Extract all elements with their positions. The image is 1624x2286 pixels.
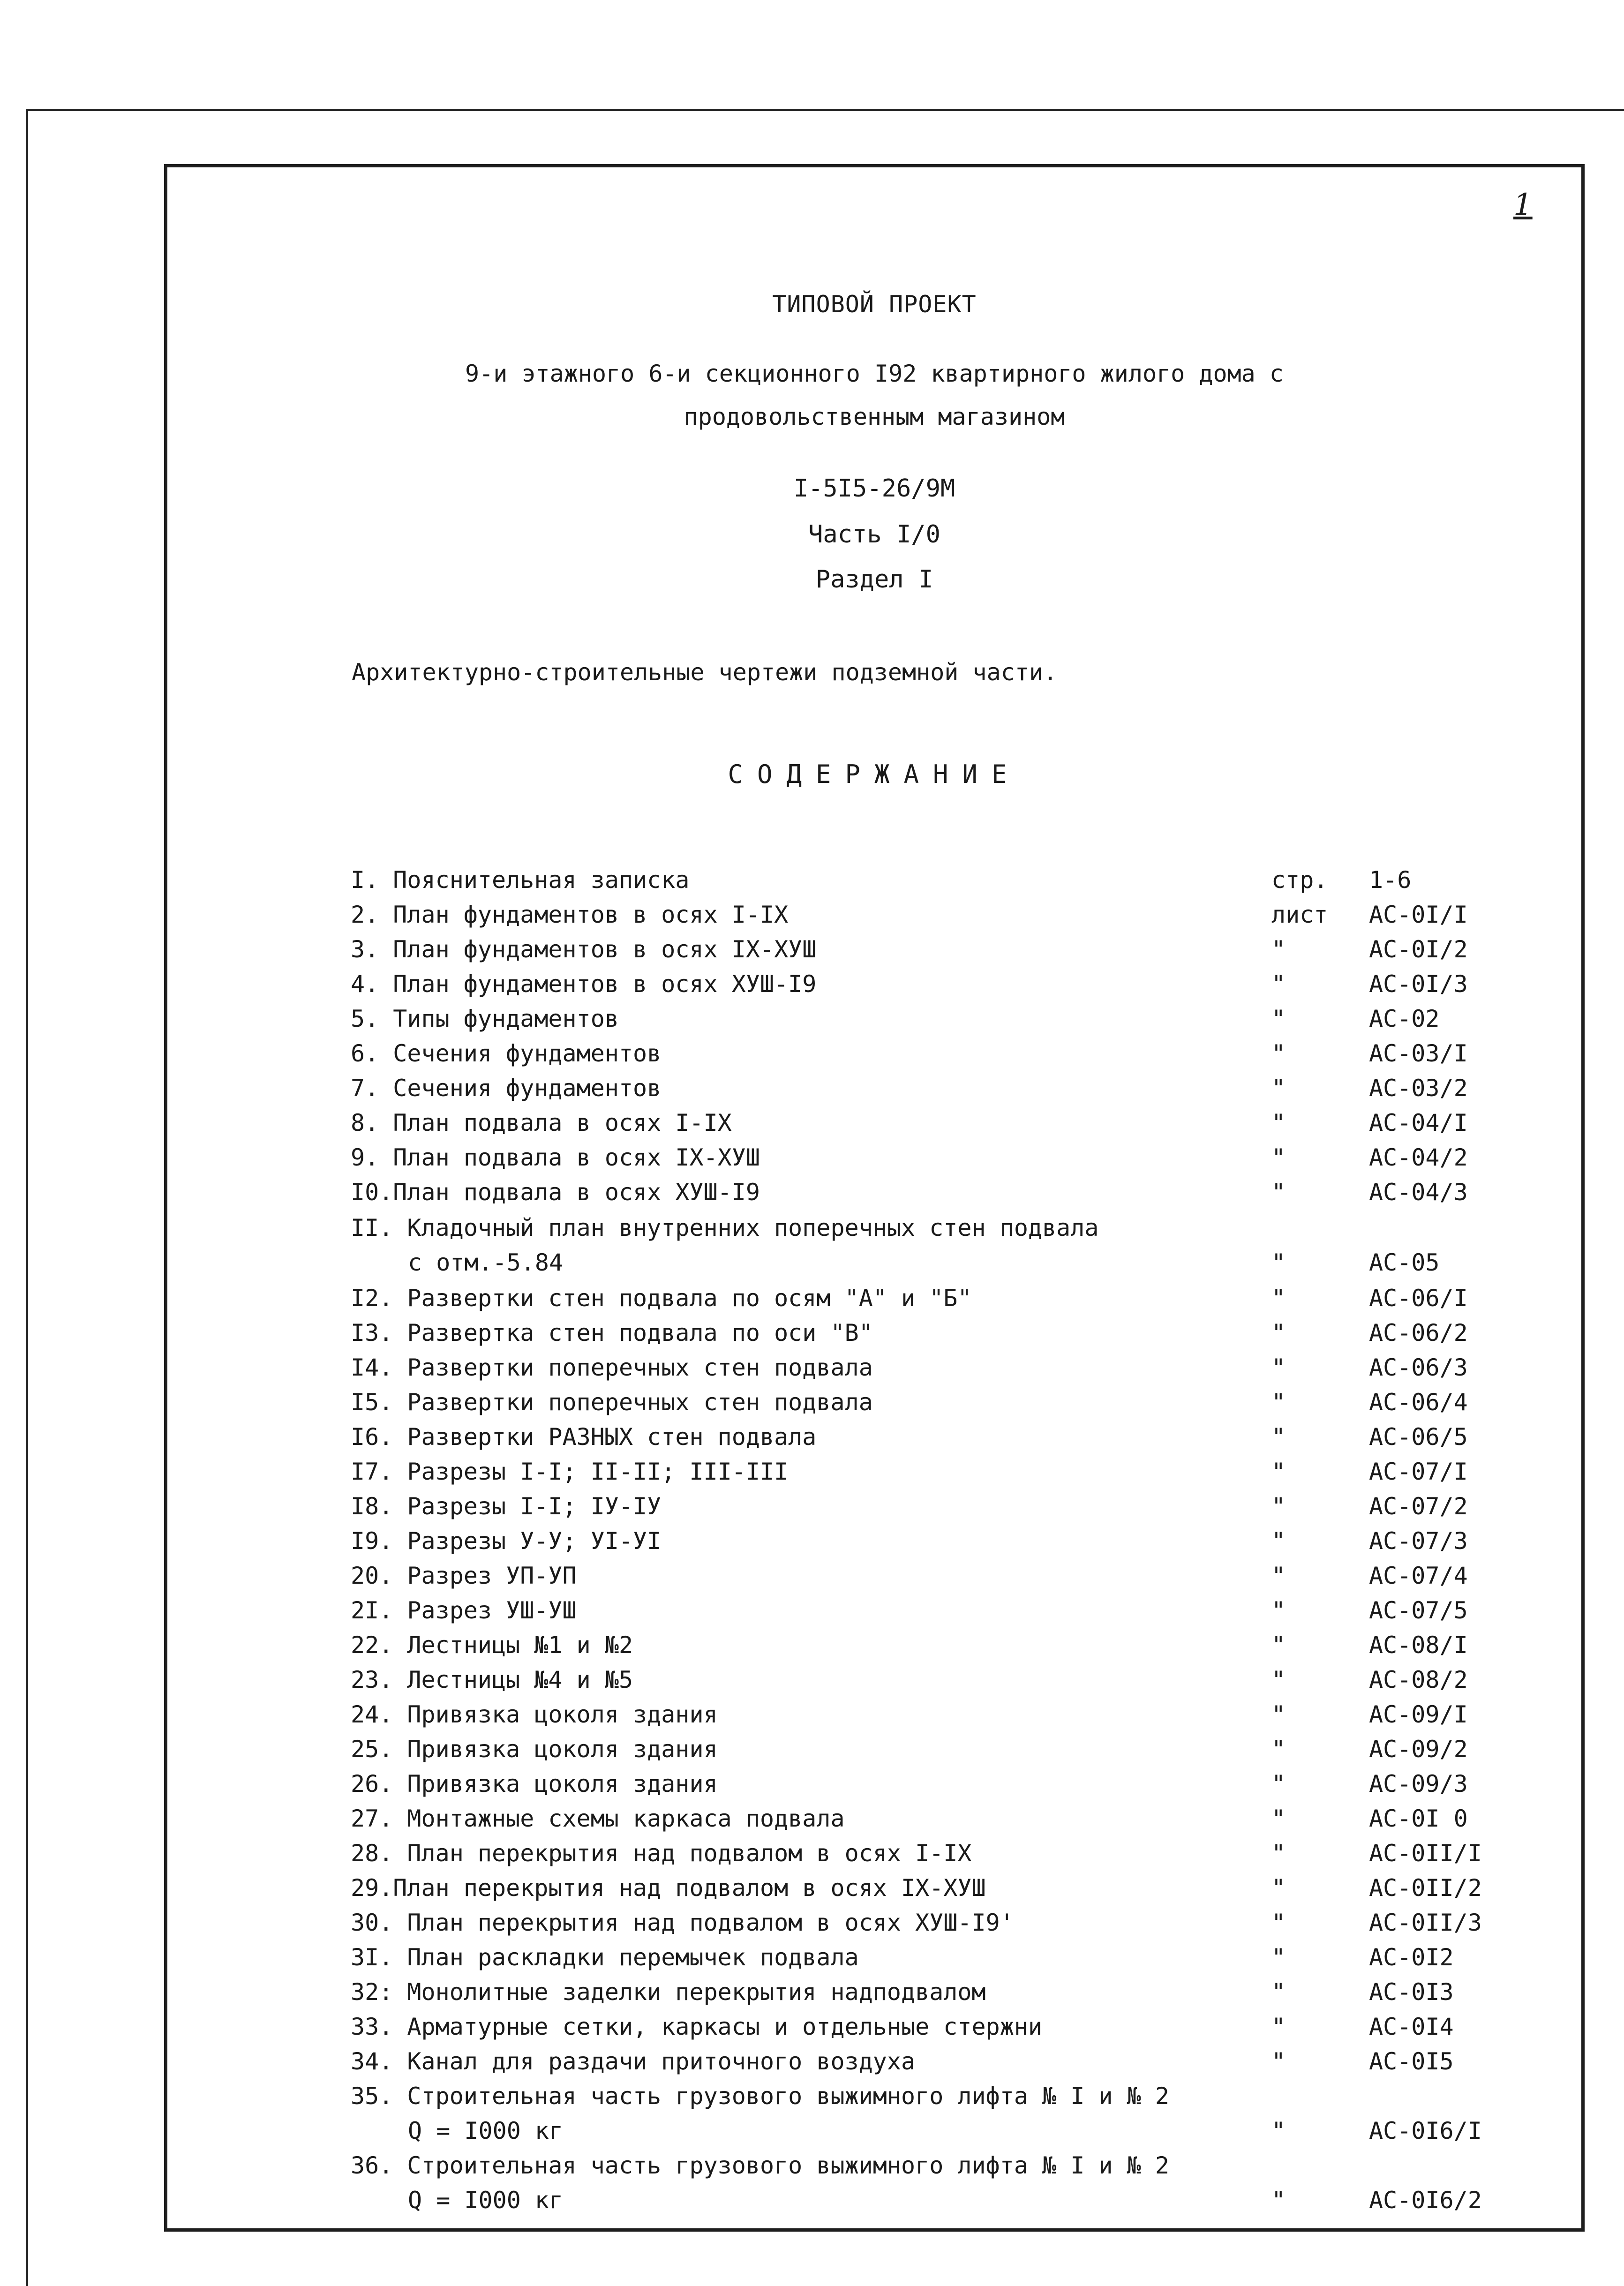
toc-title: 25. Привязка цоколя здания — [351, 1736, 718, 1763]
toc-doc-type: " — [1271, 1770, 1286, 1797]
toc-row — [0, 1144, 1624, 1179]
toc-sheet-code: АС-0II/2 — [1369, 1874, 1482, 1902]
toc-title: 6. Сечения фундаментов — [351, 1040, 662, 1067]
toc-doc-type: " — [1271, 1493, 1286, 1520]
toc-doc-type: " — [1271, 1736, 1286, 1763]
toc-title: 33. Арматурные сетки, каркасы и отдельные стержни — [351, 2013, 1043, 2040]
toc-row — [0, 2013, 1624, 2048]
toc-title: 26. Привязка цоколя здания — [351, 1770, 718, 1797]
toc-sheet-code: АС-0I6/I — [1369, 2117, 1482, 2144]
toc-doc-type: " — [1271, 1040, 1286, 1067]
toc-title-continuation: Q = I000 кг — [408, 2187, 564, 2214]
toc-doc-type: " — [1271, 1666, 1286, 1693]
toc-doc-type: " — [1271, 1840, 1286, 1867]
toc-doc-type: " — [1271, 1701, 1286, 1728]
toc-row — [0, 1423, 1624, 1458]
toc-doc-type: стр. — [1271, 866, 1328, 894]
toc-title: 7. Сечения фундаментов — [351, 1075, 662, 1102]
toc-sheet-code: АС-0I/2 — [1369, 936, 1468, 963]
toc-title: 36. Строительная часть грузового выжимного лифта № I и № 2 — [351, 2152, 1169, 2179]
toc-row — [0, 936, 1624, 970]
toc-doc-type: " — [1271, 1874, 1286, 1902]
section-description: Архитектурно-строительные чертежи подземной части. — [352, 659, 1058, 686]
toc-doc-type: " — [1271, 2117, 1286, 2144]
toc-row — [0, 1214, 1624, 1276]
toc-row — [0, 2048, 1624, 2083]
toc-title: I0.План подвала в осях ХУШ-I9 — [351, 1179, 760, 1206]
toc-sheet-code: АС-0I2 — [1369, 1944, 1454, 1971]
toc-row — [0, 1978, 1624, 2013]
toc-sheet-code: АС-0I6/2 — [1369, 2187, 1482, 2214]
page-number: 1 — [1513, 188, 1533, 222]
toc-row — [0, 1040, 1624, 1075]
toc-doc-type: " — [1271, 2013, 1286, 2040]
toc-sheet-code: АС-06/4 — [1369, 1389, 1468, 1416]
toc-row — [0, 1736, 1624, 1770]
toc-row — [0, 1354, 1624, 1389]
toc-row — [0, 1701, 1624, 1736]
toc-sheet-code: АС-0I4 — [1369, 2013, 1454, 2040]
toc-row — [0, 901, 1624, 936]
toc-doc-type: " — [1271, 1319, 1286, 1346]
toc-sheet-code: АС-04/I — [1369, 1109, 1468, 1136]
toc-sheet-code: АС-0I 0 — [1369, 1805, 1468, 1832]
toc-doc-type: " — [1271, 2048, 1286, 2075]
toc-row — [0, 1805, 1624, 1840]
toc-title: 35. Строительная часть грузового выжимного лифта № I и № 2 — [351, 2083, 1169, 2110]
toc-doc-type: " — [1271, 1944, 1286, 1971]
toc-sheet-code: 1-6 — [1369, 866, 1412, 894]
toc-row — [0, 1840, 1624, 1874]
toc-title: 27. Монтажные схемы каркаса подвала — [351, 1805, 845, 1832]
toc-sheet-code: АС-0II/I — [1369, 1840, 1482, 1867]
toc-doc-type: " — [1271, 1632, 1286, 1659]
toc-row — [0, 1666, 1624, 1701]
toc-row — [0, 866, 1624, 901]
toc-title: 32: Монолитные заделки перекрытия надподвалом — [351, 1978, 986, 2006]
toc-doc-type: " — [1271, 1597, 1286, 1624]
toc-row — [0, 1874, 1624, 1909]
toc-title: II. Кладочный план внутренних поперечных стен подвала — [351, 1214, 1099, 1241]
toc-sheet-code: АС-0I/I — [1369, 901, 1468, 928]
toc-sheet-code: АС-0I5 — [1369, 2048, 1454, 2075]
toc-doc-type: " — [1271, 1285, 1286, 1312]
toc-row — [0, 1770, 1624, 1805]
toc-sheet-code: АС-06/2 — [1369, 1319, 1468, 1346]
toc-title: I7. Разрезы I-I; II-II; III-III — [351, 1458, 789, 1485]
toc-title: I4. Развертки поперечных стен подвала — [351, 1354, 873, 1381]
toc-sheet-code: АС-04/2 — [1369, 1144, 1468, 1171]
toc-title: 2. План фундаментов в осях I-IХ — [351, 901, 789, 928]
toc-sheet-code: АС-08/2 — [1369, 1666, 1468, 1693]
toc-doc-type: " — [1271, 936, 1286, 963]
project-code: I-5I5-26/9М — [793, 474, 955, 503]
toc-row — [0, 1319, 1624, 1354]
toc-sheet-code: АС-0II/3 — [1369, 1909, 1482, 1936]
toc-title: I3. Развертка стен подвала по оси "В" — [351, 1319, 873, 1346]
toc-sheet-code: АС-06/5 — [1369, 1423, 1468, 1451]
toc-title: I. Пояснительная записка — [351, 866, 690, 894]
toc-title: I6. Развертки РАЗНЫХ стен подвала — [351, 1423, 817, 1451]
toc-doc-type: " — [1271, 2187, 1286, 2214]
toc-doc-type: " — [1271, 1527, 1286, 1555]
toc-row — [0, 1285, 1624, 1319]
toc-sheet-code: АС-0I/3 — [1369, 970, 1468, 998]
toc-title: 29.План перекрытия над подвалом в осях IХ-ХУШ — [351, 1874, 986, 1902]
toc-title: 22. Лестницы №1 и №2 — [351, 1632, 633, 1659]
toc-sheet-code: АС-07/5 — [1369, 1597, 1468, 1624]
toc-sheet-code: АС-07/4 — [1369, 1562, 1468, 1589]
project-part: Часть I/0 — [808, 520, 940, 549]
toc-doc-type: " — [1271, 1075, 1286, 1102]
toc-sheet-code: АС-08/I — [1369, 1632, 1468, 1659]
toc-title: 2I. Разрез УШ-УШ — [351, 1597, 577, 1624]
toc-sheet-code: АС-05 — [1369, 1249, 1440, 1276]
toc-sheet-code: АС-07/I — [1369, 1458, 1468, 1485]
toc-sheet-code: АС-03/2 — [1369, 1075, 1468, 1102]
toc-doc-type: " — [1271, 1389, 1286, 1416]
toc-title: I5. Развертки поперечных стен подвала — [351, 1389, 873, 1416]
toc-doc-type: " — [1271, 1354, 1286, 1381]
toc-title: 4. План фундаментов в осях ХУШ-I9 — [351, 970, 817, 998]
toc-doc-type: " — [1271, 1144, 1286, 1171]
toc-row — [0, 2083, 1624, 2144]
project-type-heading: ТИПОВОЙ ПРОЕКТ — [772, 291, 977, 318]
contents-heading: СОДЕРЖАНИЕ — [728, 759, 1021, 789]
toc-doc-type: " — [1271, 1005, 1286, 1032]
toc-title: 3. План фундаментов в осях IХ-ХУШ — [351, 936, 817, 963]
toc-doc-type: " — [1271, 1562, 1286, 1589]
toc-row — [0, 1075, 1624, 1109]
toc-row — [0, 1179, 1624, 1213]
toc-row — [0, 1493, 1624, 1527]
toc-row — [0, 1458, 1624, 1493]
toc-row — [0, 1632, 1624, 1666]
toc-row — [0, 1944, 1624, 1978]
toc-row — [0, 1389, 1624, 1423]
toc-title: 9. План подвала в осях IХ-ХУШ — [351, 1144, 760, 1171]
toc-doc-type: " — [1271, 1805, 1286, 1832]
toc-doc-type: " — [1271, 1909, 1286, 1936]
toc-title-continuation: с отм.-5.84 — [408, 1249, 564, 1276]
toc-title: I9. Разрезы У-У; УI-УI — [351, 1527, 662, 1555]
toc-row — [0, 2152, 1624, 2214]
toc-row — [0, 1597, 1624, 1632]
toc-title: 3I. План раскладки перемычек подвала — [351, 1944, 859, 1971]
project-title-line-1: 9-и этажного 6-и секционного I92 квартирного жилого дома с — [465, 360, 1284, 387]
toc-row — [0, 1527, 1624, 1562]
project-title-line-2: продовольственным магазином — [684, 403, 1065, 430]
toc-doc-type: " — [1271, 1179, 1286, 1206]
toc-row — [0, 1909, 1624, 1944]
toc-sheet-code: АС-07/2 — [1369, 1493, 1468, 1520]
toc-title: 5. Типы фундаментов — [351, 1005, 619, 1032]
toc-doc-type: " — [1271, 1423, 1286, 1451]
toc-title: 28. План перекрытия над подвалом в осях I-IХ — [351, 1840, 972, 1867]
toc-sheet-code: АС-09/3 — [1369, 1770, 1468, 1797]
toc-doc-type: " — [1271, 1249, 1286, 1276]
toc-sheet-code: АС-0I3 — [1369, 1978, 1454, 2006]
toc-doc-type: " — [1271, 1458, 1286, 1485]
toc-sheet-code: АС-06/3 — [1369, 1354, 1468, 1381]
toc-row — [0, 1562, 1624, 1597]
toc-doc-type: " — [1271, 1109, 1286, 1136]
toc-row — [0, 1109, 1624, 1144]
toc-title: 23. Лестницы №4 и №5 — [351, 1666, 633, 1693]
toc-sheet-code: АС-04/3 — [1369, 1179, 1468, 1206]
toc-sheet-code: АС-02 — [1369, 1005, 1440, 1032]
toc-row — [0, 970, 1624, 1005]
toc-doc-type: " — [1271, 1978, 1286, 2006]
toc-title: 34. Канал для раздачи приточного воздуха — [351, 2048, 916, 2075]
toc-title-continuation: Q = I000 кг — [408, 2117, 564, 2144]
toc-row — [0, 1005, 1624, 1040]
toc-sheet-code: АС-06/I — [1369, 1285, 1468, 1312]
toc-title: 20. Разрез УП-УП — [351, 1562, 577, 1589]
toc-doc-type: лист — [1271, 901, 1328, 928]
toc-sheet-code: АС-09/2 — [1369, 1736, 1468, 1763]
toc-title: I8. Разрезы I-I; IУ-IУ — [351, 1493, 662, 1520]
toc-sheet-code: АС-03/I — [1369, 1040, 1468, 1067]
toc-title: 30. План перекрытия над подвалом в осях ХУШ-I9' — [351, 1909, 1014, 1936]
toc-title: 8. План подвала в осях I-IХ — [351, 1109, 732, 1136]
toc-doc-type: " — [1271, 970, 1286, 998]
toc-sheet-code: АС-09/I — [1369, 1701, 1468, 1728]
toc-title: I2. Развертки стен подвала по осям "А" и "Б" — [351, 1285, 972, 1312]
project-section: Раздел I — [815, 565, 933, 594]
toc-title: 24. Привязка цоколя здания — [351, 1701, 718, 1728]
toc-sheet-code: АС-07/3 — [1369, 1527, 1468, 1555]
